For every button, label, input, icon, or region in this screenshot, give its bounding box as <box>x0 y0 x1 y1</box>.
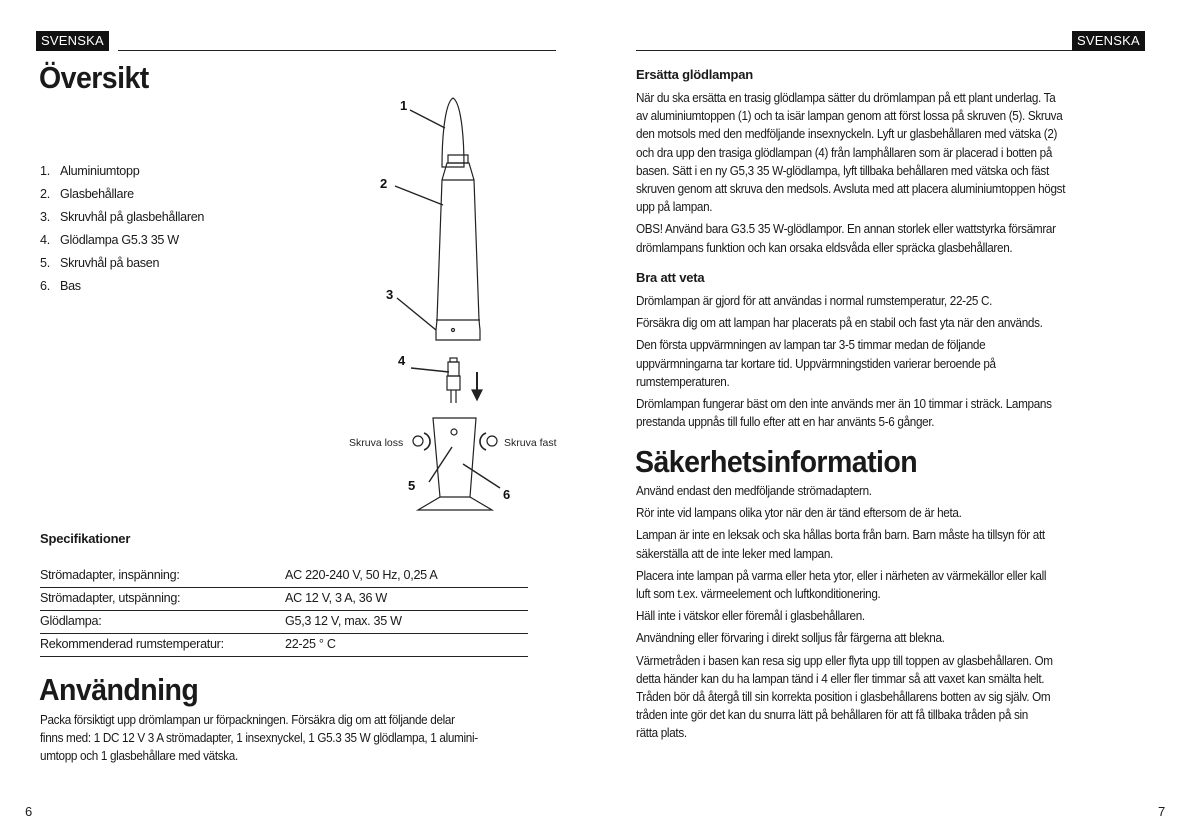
spec-row <box>40 588 528 611</box>
part-label: Aluminiumtopp <box>60 164 140 178</box>
tighten-label: Skruva fast <box>504 437 557 449</box>
lamp-exploded-diagram <box>330 90 570 525</box>
part-number: 3. <box>40 210 50 224</box>
part-item <box>40 210 204 224</box>
spec-label: Strömadapter, utspänning: <box>40 591 181 605</box>
text-line: Värmetråden i basen kan resa sig upp eller flyta upp till toppen av glasbehållaren. Om <box>636 653 1053 668</box>
paragraph <box>636 482 1053 500</box>
replace-bulb-heading: Ersätta glödlampan <box>636 67 754 82</box>
tighten-screw-icon <box>480 433 497 450</box>
loosen-label: Skruva loss <box>349 437 404 449</box>
text-line: Placera inte lampan på varma eller heta ytor, eller i närheten av värmekällor eller kall <box>636 568 1047 583</box>
paragraph <box>636 336 1052 391</box>
part-item <box>40 256 159 270</box>
text-line: säkerställa att de inte leker med lampan. <box>636 546 833 561</box>
callout-2: 2 <box>380 176 388 191</box>
page-number-left: 6 <box>25 804 33 819</box>
spec-label: Rekommenderad rumstemperatur: <box>40 637 224 651</box>
safety-title: Säkerhetsinformation <box>635 444 918 479</box>
part-label: Glödlampa G5.3 35 W <box>60 233 179 247</box>
text-line: basen. Sätt i en ny G5,3 35 W-glödlampa, lyft tillbaka behållaren med vätska och fäst <box>636 163 1049 178</box>
spec-label: Glödlampa: <box>40 614 102 628</box>
paragraph <box>636 567 1053 603</box>
part-label: Glasbehållare <box>60 187 134 201</box>
text-line: rätta plats. <box>636 726 687 741</box>
down-arrow-icon <box>472 390 482 400</box>
spec-value: AC 220-240 V, 50 Hz, 0,25 A <box>285 568 438 582</box>
text-line: Rör inte vid lampans olika ytor när den är tänd eftersom de är heta. <box>636 506 962 521</box>
text-line: drömlampans funktion och kan orsaka eldsvåda eller spräcka glasbehållaren. <box>636 240 1013 255</box>
callout-3: 3 <box>386 287 394 302</box>
paragraph <box>636 395 1052 431</box>
text-line: umtopp och 1 glasbehållare med vätska. <box>40 749 238 764</box>
part-label: Skruvhål på basen <box>60 256 160 270</box>
spec-row <box>40 611 528 634</box>
glass-container-drawing <box>436 163 480 340</box>
part-label: Bas <box>60 279 81 293</box>
page-number-right: 7 <box>1158 804 1166 819</box>
good-to-know-heading: Bra att veta <box>636 270 705 285</box>
specs-heading: Specifikationer <box>40 531 131 546</box>
spec-row <box>40 634 528 657</box>
text-line: luft som t.ex. värmeelement och luftkonditionering. <box>636 586 881 601</box>
text-line: detta händer kan du ha lampan tänd i 4 eller fler timmar så att vaxet kan smälta helt. <box>636 671 1045 686</box>
text-line: Drömlampan fungerar bäst om den inte används mer än 10 timmar i sträck. Lampans <box>636 396 1052 411</box>
aluminium-top-drawing <box>442 98 464 167</box>
text-line: uppvärmningarna tar kortare tid. Uppvärmningstiden varierar beroende på <box>636 356 996 371</box>
text-line: Häll inte i vätskor eller föremål i glasbehållaren. <box>636 609 865 624</box>
text-line: rumstemperaturen. <box>636 374 730 389</box>
text-line: Den första uppvärmningen av lampan tar 3-5 timmar medan de följande <box>636 338 986 353</box>
header-rule-left <box>118 50 556 51</box>
spec-value: G5,3 12 V, max. 35 W <box>285 614 402 628</box>
paragraph <box>636 526 1053 562</box>
language-badge-left: SVENSKA <box>36 31 109 51</box>
callout-5: 5 <box>408 478 416 493</box>
part-item <box>40 279 81 293</box>
paragraph <box>636 652 1053 743</box>
header-rule-right <box>636 50 1072 51</box>
part-number: 1. <box>40 164 50 178</box>
usage-title: Användning <box>39 672 199 707</box>
language-badge-right: SVENSKA <box>1072 31 1145 51</box>
text-line: prestanda uppnås till fullo efter att en har använts 5-6 gånger. <box>636 415 935 430</box>
parts-list <box>40 164 340 304</box>
part-item <box>40 187 134 201</box>
usage-paragraph <box>40 711 478 766</box>
part-item <box>40 164 139 178</box>
part-number: 2. <box>40 187 50 201</box>
text-line: finns med: 1 DC 12 V 3 A strömadapter, 1 insexnyckel, 1 G5.3 35 W glödlampa, 1 alumini- <box>40 731 478 746</box>
good-to-know-section <box>636 292 1052 435</box>
text-line: upp på lampan. <box>636 200 713 215</box>
loosen-screw-icon <box>413 433 430 450</box>
replace-bulb-section <box>636 89 1065 261</box>
part-number: 4. <box>40 233 50 247</box>
text-line: Drömlampan är gjord för att användas i normal rumstemperatur, 22-25 C. <box>636 294 993 308</box>
overview-title: Översikt <box>39 60 149 95</box>
base-drawing <box>433 418 476 497</box>
paragraph <box>636 220 1065 256</box>
text-line: När du ska ersätta en trasig glödlampa sätter du drömlampan på ett plant underlag. Ta <box>636 91 1056 105</box>
paragraph <box>636 607 1053 625</box>
part-number: 5. <box>40 256 50 270</box>
text-line: och dra upp den trasiga glödlampan (4) från lamphållaren som är placerad i botten på <box>636 145 1053 160</box>
paragraph <box>636 89 1065 216</box>
part-item <box>40 233 179 247</box>
specs-table <box>40 565 530 657</box>
paragraph <box>636 504 1053 522</box>
part-number: 6. <box>40 279 50 293</box>
part-label: Skruvhål på glasbehållaren <box>60 210 205 224</box>
text-line: av aluminiumtoppen (1) och ta isär lampan genom att först lossa på skruven (5). Skruva <box>636 109 1063 124</box>
callout-1: 1 <box>400 98 408 113</box>
glass-neck-drawing <box>448 155 468 163</box>
text-line: Försäkra dig om att lampan har placerats på en stabil och fast yta när den används. <box>636 316 1043 331</box>
text-line: Använd endast den medföljande strömadaptern. <box>636 484 872 498</box>
spec-row <box>40 565 528 588</box>
spec-value: 22-25 ° C <box>285 637 336 651</box>
paragraph <box>636 314 1052 332</box>
spec-label: Strömadapter, inspänning: <box>40 568 180 582</box>
text-line: OBS! Använd bara G3.5 35 W-glödlampor. En annan storlek eller wattstyrka försämrar <box>636 222 1056 237</box>
text-line: Tråden bör då återgå till sin korrekta position i glasbehållarens botten av sig själv. Om <box>636 689 1051 704</box>
text-line: Användning eller förvaring i direkt solljus får färgerna att blekna. <box>636 631 945 646</box>
spec-value: AC 12 V, 3 A, 36 W <box>285 591 387 605</box>
callout-6: 6 <box>503 487 511 502</box>
text-line: tråden inte gör det kan du snurra lätt på behållaren för att få tillbaka tråden på sin <box>636 708 1028 723</box>
text-line: skruven genom att skruva den medsols. Avsluta med att placera aluminiumtoppen högst <box>636 181 1066 196</box>
text-line: Lampan är inte en leksak och ska hållas borta från barn. Barn måste ha tillsyn för att <box>636 528 1045 543</box>
text-line: Packa försiktigt upp drömlampan ur förpackningen. Försäkra dig om att följande delar <box>40 713 455 727</box>
paragraph <box>636 629 1053 647</box>
text-line: den motsols med den medföljande insexnyckeln. Lyft ur glasbehållaren med vätska (2) <box>636 127 1058 142</box>
callout-4: 4 <box>398 353 406 368</box>
paragraph <box>636 292 1052 310</box>
safety-section <box>636 482 1053 746</box>
